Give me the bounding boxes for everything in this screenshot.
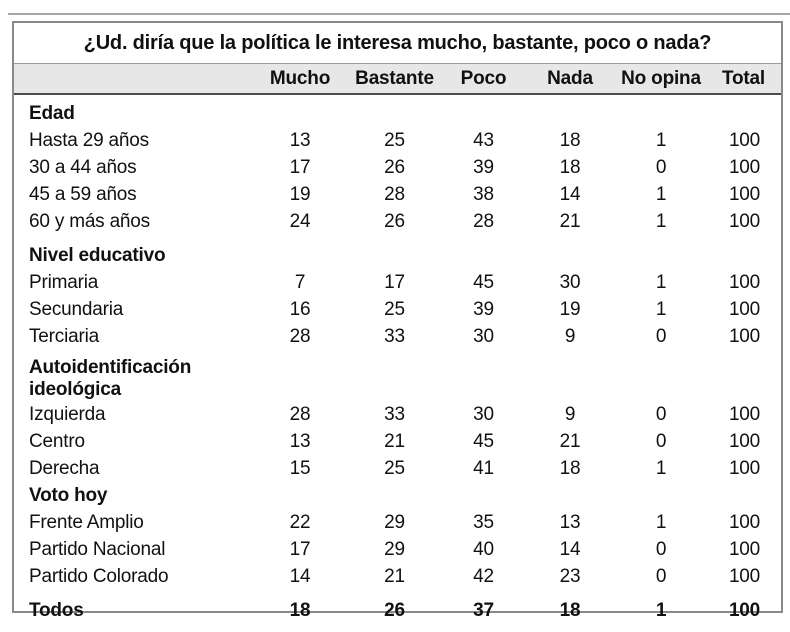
value-cell: 19 bbox=[289, 183, 311, 205]
value-cell: 45 bbox=[473, 430, 494, 452]
value-cell: 100 bbox=[728, 599, 761, 621]
table-row bbox=[14, 536, 781, 563]
survey-table bbox=[14, 64, 781, 626]
spacer-cell bbox=[14, 235, 781, 242]
value-cell: 14 bbox=[289, 565, 311, 587]
table-row bbox=[14, 296, 781, 323]
empty-cell bbox=[252, 100, 781, 127]
value-cell: 43 bbox=[473, 129, 494, 151]
table-row bbox=[14, 154, 781, 181]
table-row bbox=[14, 401, 781, 428]
total-row-label: Todos bbox=[29, 599, 84, 621]
section-header-row bbox=[14, 100, 781, 127]
value-cell: 28 bbox=[289, 325, 311, 347]
value-cell: 33 bbox=[384, 325, 405, 347]
section-spacer bbox=[14, 350, 781, 357]
section-spacer bbox=[14, 235, 781, 242]
column-header-no-opina: No opina bbox=[614, 64, 708, 94]
value-cell: 0 bbox=[655, 538, 667, 560]
row-label: 30 a 44 años bbox=[29, 156, 137, 178]
value-cell: 30 bbox=[473, 403, 494, 425]
table-row bbox=[14, 428, 781, 455]
value-cell: 45 bbox=[473, 271, 494, 293]
total-row bbox=[14, 595, 781, 626]
empty-cell bbox=[252, 242, 781, 269]
row-label: Partido Nacional bbox=[29, 538, 166, 560]
value-cell: 100 bbox=[728, 403, 761, 425]
value-cell: 25 bbox=[384, 129, 405, 151]
value-cell: 0 bbox=[655, 565, 667, 587]
table-row bbox=[14, 208, 781, 235]
section-header-label: Autoidentificación ideológica bbox=[29, 357, 192, 400]
value-cell: 1 bbox=[655, 129, 667, 151]
value-cell: 100 bbox=[728, 156, 761, 178]
value-cell: 17 bbox=[384, 271, 405, 293]
empty-cell bbox=[252, 357, 781, 401]
value-cell: 100 bbox=[728, 298, 761, 320]
row-label: Frente Amplio bbox=[29, 511, 144, 533]
column-header-empty bbox=[14, 64, 252, 94]
value-cell: 100 bbox=[728, 457, 761, 479]
table-header-row bbox=[14, 64, 781, 94]
value-cell: 19 bbox=[559, 298, 581, 320]
value-cell: 100 bbox=[728, 325, 761, 347]
value-cell: 13 bbox=[559, 511, 581, 533]
value-cell: 18 bbox=[289, 599, 311, 621]
row-label: Centro bbox=[29, 430, 85, 452]
value-cell: 1 bbox=[655, 298, 667, 320]
value-cell: 1 bbox=[655, 183, 667, 205]
value-cell: 28 bbox=[384, 183, 405, 205]
section-header-label: Nivel educativo bbox=[29, 244, 166, 266]
column-header-poco: Poco bbox=[441, 64, 526, 94]
value-cell: 40 bbox=[473, 538, 494, 560]
value-cell: 100 bbox=[728, 183, 761, 205]
value-cell: 1 bbox=[655, 457, 667, 479]
value-cell: 22 bbox=[289, 511, 311, 533]
column-header-nada: Nada bbox=[526, 64, 614, 94]
value-cell: 0 bbox=[655, 403, 667, 425]
value-cell: 100 bbox=[728, 538, 761, 560]
value-cell: 13 bbox=[289, 430, 311, 452]
value-cell: 28 bbox=[473, 210, 494, 232]
value-cell: 23 bbox=[559, 565, 581, 587]
value-cell: 14 bbox=[559, 538, 581, 560]
value-cell: 18 bbox=[559, 599, 581, 621]
value-cell: 100 bbox=[728, 565, 761, 587]
value-cell: 1 bbox=[655, 271, 667, 293]
value-cell: 100 bbox=[728, 511, 761, 533]
value-cell: 100 bbox=[728, 210, 761, 232]
value-cell: 28 bbox=[289, 403, 311, 425]
table-row bbox=[14, 455, 781, 482]
empty-cell bbox=[252, 482, 781, 509]
row-label: Partido Colorado bbox=[29, 565, 169, 587]
value-cell: 1 bbox=[655, 599, 667, 621]
table-row bbox=[14, 269, 781, 296]
row-label: 60 y más años bbox=[29, 210, 150, 232]
section-header-label: Edad bbox=[29, 102, 75, 124]
spacer-cell bbox=[14, 350, 781, 357]
row-label: Izquierda bbox=[29, 403, 106, 425]
value-cell: 21 bbox=[384, 430, 405, 452]
table-row bbox=[14, 563, 781, 590]
value-cell: 15 bbox=[289, 457, 311, 479]
section-header-row bbox=[14, 482, 781, 509]
value-cell: 39 bbox=[473, 156, 494, 178]
value-cell: 21 bbox=[559, 210, 581, 232]
value-cell: 26 bbox=[384, 210, 405, 232]
value-cell: 0 bbox=[655, 156, 667, 178]
value-cell: 16 bbox=[289, 298, 311, 320]
value-cell: 37 bbox=[473, 599, 494, 621]
value-cell: 26 bbox=[384, 599, 405, 621]
value-cell: 24 bbox=[289, 210, 311, 232]
value-cell: 1 bbox=[655, 210, 667, 232]
value-cell: 35 bbox=[473, 511, 494, 533]
row-label: Secundaria bbox=[29, 298, 124, 320]
row-label: Terciaria bbox=[29, 325, 99, 347]
column-header-mucho: Mucho bbox=[252, 64, 348, 94]
value-cell: 26 bbox=[384, 156, 405, 178]
table-row bbox=[14, 509, 781, 536]
value-cell: 39 bbox=[473, 298, 494, 320]
section-header-label: Voto hoy bbox=[29, 484, 108, 506]
value-cell: 9 bbox=[564, 403, 576, 425]
value-cell: 100 bbox=[728, 271, 761, 293]
value-cell: 33 bbox=[384, 403, 405, 425]
table-row bbox=[14, 127, 781, 154]
section-header-row bbox=[14, 242, 781, 269]
value-cell: 9 bbox=[564, 325, 576, 347]
value-cell: 14 bbox=[559, 183, 581, 205]
column-header-total: Total bbox=[708, 64, 781, 94]
top-rule-divider bbox=[8, 13, 790, 15]
value-cell: 18 bbox=[559, 129, 581, 151]
value-cell: 18 bbox=[559, 156, 581, 178]
survey-table-box bbox=[12, 21, 783, 621]
value-cell: 17 bbox=[289, 156, 311, 178]
row-label: Primaria bbox=[29, 271, 99, 293]
value-cell: 18 bbox=[559, 457, 581, 479]
value-cell: 17 bbox=[289, 538, 311, 560]
value-cell: 29 bbox=[384, 511, 405, 533]
table-body bbox=[14, 94, 781, 626]
value-cell: 100 bbox=[728, 430, 761, 452]
table-row bbox=[14, 181, 781, 208]
value-cell: 30 bbox=[473, 325, 494, 347]
value-cell: 30 bbox=[559, 271, 581, 293]
value-cell: 13 bbox=[289, 129, 311, 151]
section-header-row bbox=[14, 357, 781, 401]
row-label: Derecha bbox=[29, 457, 100, 479]
value-cell: 21 bbox=[559, 430, 581, 452]
value-cell: 1 bbox=[655, 511, 667, 533]
value-cell: 0 bbox=[655, 325, 667, 347]
question-title: ¿Ud. diría que la política le interesa mucho, bastante, poco o nada? bbox=[14, 23, 781, 64]
value-cell: 25 bbox=[384, 298, 405, 320]
table-row bbox=[14, 323, 781, 350]
value-cell: 7 bbox=[294, 271, 306, 293]
value-cell: 38 bbox=[473, 183, 494, 205]
value-cell: 41 bbox=[473, 457, 494, 479]
value-cell: 29 bbox=[384, 538, 405, 560]
value-cell: 25 bbox=[384, 457, 405, 479]
value-cell: 21 bbox=[384, 565, 405, 587]
column-header-bastante: Bastante bbox=[348, 64, 441, 94]
row-label: Hasta 29 años bbox=[29, 129, 149, 151]
row-label: 45 a 59 años bbox=[29, 183, 137, 205]
value-cell: 0 bbox=[655, 430, 667, 452]
value-cell: 42 bbox=[473, 565, 494, 587]
value-cell: 100 bbox=[728, 129, 761, 151]
